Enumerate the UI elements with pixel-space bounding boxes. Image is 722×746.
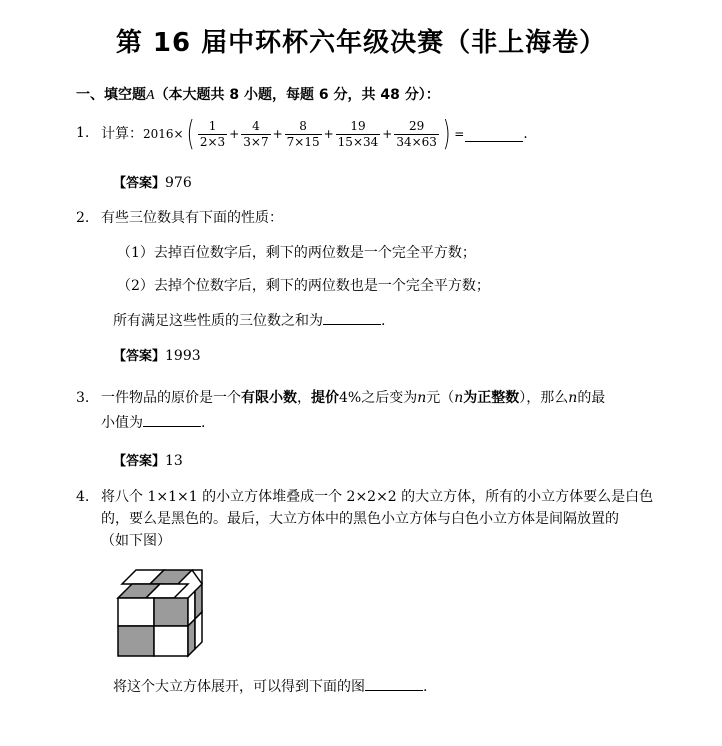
plus-sign: + (382, 127, 393, 141)
question-3-answer (113, 450, 183, 473)
cube-figure (112, 566, 212, 662)
cube-back-edge (192, 570, 202, 584)
period: . (423, 679, 428, 695)
question-2-line-4 (113, 310, 385, 332)
fraction: $\frac{19}{15\times 34}$ (337, 118, 379, 149)
section-heading (76, 84, 440, 104)
question-3-number: 3. (76, 390, 90, 406)
cube-front-bottom-left (118, 626, 154, 656)
period: . (201, 415, 206, 431)
question-2-line-2: （1）去掉百位数字后，剩下的两位数是一个完全平方数； (117, 245, 476, 261)
equals-sign: = (454, 127, 465, 141)
answer-value: 1993 (165, 348, 201, 364)
answer-blank (465, 127, 523, 142)
section-desc: （本大题共 8 小题，每题 6 分，共 48 分）： (154, 87, 440, 103)
q4-text: 将这个大立方体展开，可以得到下面的图 (113, 679, 365, 695)
fraction: $\frac{4}{3\times 7}$ (243, 118, 269, 149)
question-4-last-line (113, 676, 427, 698)
question-4-line-3: （如下图） (101, 533, 171, 549)
section-letter: A (146, 88, 155, 103)
question-2-number: 2. (76, 210, 90, 226)
q2-text: 所有满足这些性质的三位数之和为 (113, 313, 323, 329)
question-2-line-1: 有些三位数具有下面的性质： (101, 210, 283, 226)
cube-front-bottom-right (154, 626, 188, 656)
question-2-line-3: （2）去掉个位数字后，剩下的两位数也是一个完全平方数； (117, 278, 490, 294)
question-1-number: 1. (76, 125, 90, 141)
cube-right-bottom-back (195, 612, 202, 649)
question-4-line-1: 将八个 1×1×1 的小立方体堆叠成一个 2×2×2 的大立方体，所有的小立方体要么是白色 (101, 489, 654, 505)
answer-value: 13 (165, 453, 183, 469)
question-4-line-2: 的，要么是黑色的。最后，大立方体中的黑色小立方体与白色小立方体是间隔放置的 (101, 511, 619, 527)
q1-coef: 2016× (143, 127, 184, 141)
left-paren: ( (186, 114, 195, 154)
question-3-line-1: 一件物品的原价是一个有限小数，提价4%之后变为n元（n为正整数），那么n的最 (101, 390, 606, 406)
plus-sign: + (323, 127, 334, 141)
question-1-expression (101, 114, 528, 154)
answer-label: 【答案】 (113, 454, 166, 469)
answer-value: 976 (165, 175, 192, 191)
answer-label: 【答案】 (113, 176, 166, 191)
question-2-answer (113, 345, 201, 368)
question-4-number: 4. (76, 489, 90, 505)
fraction: $\frac{29}{34\times 63}$ (396, 118, 437, 149)
question-3-line-2 (101, 412, 205, 434)
fraction: $\frac{8}{7\times 15}$ (286, 118, 320, 149)
answer-blank (143, 412, 201, 427)
cube-right-bottom-front (188, 619, 195, 656)
section-prefix: 一、填空题 (76, 87, 146, 103)
plus-sign: + (272, 127, 283, 141)
answer-blank (365, 676, 423, 691)
page-title: 第 16 届中环杯六年级决赛（非上海卷） (115, 28, 607, 58)
cube-front-top-left (118, 598, 154, 626)
period: . (523, 126, 528, 142)
period: . (381, 313, 386, 329)
answer-label: 【答案】 (113, 349, 166, 364)
q1-prefix: 计算： (101, 126, 143, 142)
fraction: $\frac{1}{2\times 3}$ (199, 118, 226, 149)
plus-sign: + (229, 127, 240, 141)
q3-text: 小值为 (101, 415, 143, 431)
right-paren: ) (442, 114, 451, 154)
question-1-answer (113, 172, 192, 195)
answer-blank (323, 310, 381, 325)
cube-front-top-right (154, 598, 188, 626)
